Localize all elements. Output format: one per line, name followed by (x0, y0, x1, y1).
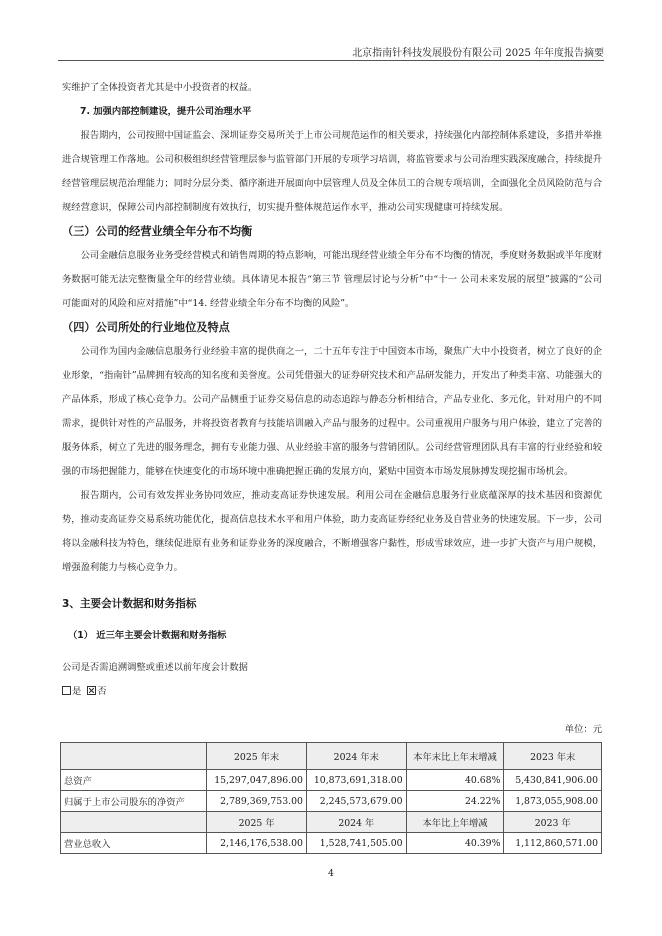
table-header-cell: 2024 年末 (306, 743, 406, 770)
table-header-cell: 2025 年 (207, 812, 307, 833)
page-number: 4 (328, 868, 334, 879)
row-label: 归属于上市公司股东的净资产 (61, 791, 207, 812)
financial-data-table (60, 742, 602, 854)
section-3-paragraph: 公司金融信息服务业务受经营模式和销售周期的特点影响，可能出现经营业绩全年分布不均衡的情况，季度财务数据或半年度财务数据可能无法完整衡量全年的经营业绩。具体请见本报告“第三节 管理层讨论与分析”中“十一 公司未来发展的展望”披露的“公司可能面对的风险和应对措施”中“14. 经营业绩全年分布不均衡的风险”。 (62, 250, 602, 309)
no-checkbox-checked (87, 686, 96, 695)
header-rule (58, 60, 604, 61)
table-cell: 1,873,055,908.00 (504, 791, 602, 812)
table-row (61, 770, 602, 791)
table-cell: 5,430,841,906.00 (504, 770, 602, 791)
page-content (62, 76, 602, 854)
intro-paragraph: 实维护了全体投资者尤其是中小投资者的权益。 (62, 82, 258, 93)
table-row (61, 791, 602, 812)
table-cell: 40.68% (406, 770, 504, 791)
table-cell: 15,297,047,896.00 (207, 770, 307, 791)
row-label: 总资产 (61, 770, 207, 791)
yes-checkbox (62, 686, 71, 695)
section-7-paragraph: 报告期内，公司按照中国证监会、深圳证券交易所关于上市公司规范运作的相关要求，持续强化内部控制体系建设，多措并举推进合规管理工作落地。公司积极组织经营管理层参与监管部门开展的专项学习培训，将监管要求与公司治理实践深度融合，持续提升经营管理层规范治理能力；同时分层分类、循序渐进开展面向中层管理人员及全体员工的合规专项培训，全面强化全员风险防范与合规经营意识，保障公司内部控制制度有效执行，切实提升整体规范运作水平，推动公司实现健康可持续发展。 (62, 130, 602, 213)
table-header-cell (61, 812, 207, 833)
table-header-cell (61, 743, 207, 770)
row-label: 营业总收入 (61, 833, 207, 854)
no-label: 否 (97, 686, 107, 697)
section-4-paragraph-2: 报告期内，公司有效发挥业务协同效应，推动麦高证券快速发展。利用公司在金融信息服务行业底蕴深厚的技术基因和资源优势，推动麦高证券交易系统功能优化，提高信息技术水平和用户体验，助力麦高证券经纪业务及自营业务的快速发展。下一步，公司将以金融科技为特色，继续促进原有业务和证券业务的深度融合，不断增强客户黏性，形成雪球效应，进一步扩大资产与用户规模，增强盈利能力与核心竞争力。 (62, 490, 602, 573)
table-cell: 10,873,691,318.00 (306, 770, 406, 791)
table-header-cell: 2023 年末 (504, 743, 602, 770)
table-subheader-row (61, 812, 602, 833)
table-cell: 2,245,573,679.00 (306, 791, 406, 812)
table-header-cell: 本年末比上年末增减 (406, 743, 504, 770)
restatement-question: 公司是否需追溯调整或重述以前年度会计数据 (62, 662, 248, 673)
table-cell: 40.39% (406, 833, 504, 854)
accounting-data-heading: 3、主要会计数据和财务指标 (62, 598, 197, 610)
table-header-cell: 2024 年 (306, 812, 406, 833)
table-cell: 2,146,176,538.00 (207, 833, 307, 854)
table-cell: 1,528,741,505.00 (306, 833, 406, 854)
section-4-heading: （四）公司所处的行业地位及特点 (62, 321, 230, 334)
restatement-options (62, 680, 602, 704)
section-7-title: 7. 加强内部控制建设，提升公司治理水平 (80, 106, 252, 117)
section-3-heading: （三）公司的经营业绩全年分布不均衡 (62, 225, 253, 238)
accounting-data-subheading: （1） 近三年主要会计数据和财务指标 (68, 630, 227, 641)
table-cell: 1,112,860,571.00 (504, 833, 602, 854)
yes-label: 是 (72, 686, 82, 697)
table-cell: 24.22% (406, 791, 504, 812)
table-header-cell: 2025 年末 (207, 743, 307, 770)
table-row (61, 833, 602, 854)
table-cell: 2,789,369,753.00 (207, 791, 307, 812)
table-header-row (61, 743, 602, 770)
table-header-cell: 本年比上年增减 (406, 812, 504, 833)
table-header-cell: 2023 年 (504, 812, 602, 833)
page-header: 北京指南针科技发展股份有限公司 2025 年年度报告摘要 (352, 48, 604, 59)
section-4-paragraph-1: 公司作为国内金融信息服务行业经验丰富的提供商之一，二十五年专注于中国资本市场，聚焦广大中小投资者，树立了良好的企业形象，“指南针”品牌拥有较高的知名度和美誉度。公司凭借强大的证券研究技术和产品研发能力，开发出了种类丰富、功能强大的产品体系，形成了核心竞争力。公司产品侧重于证券交易信息的动态追踪与静态分析相结合，产品专业化、多元化，针对用户的不同需求，提供针对性的产品服务，并将投资者教育与技能培训融入产品与服务的过程中。公司重视用户服务与用户体验，建立了完善的服务体系，树立了先进的服务理念，拥有专业能力强、从业经验丰富的服务与营销团队。公司经营管理团队具有丰富的行业经验和较强的市场把握能力，能够在快速变化的市场环境中准确把握正确的发展方向，紧贴中国资本市场发展脉搏发现挖掘市场机会。 (62, 346, 602, 477)
unit-label: 单位：元 (564, 724, 602, 735)
